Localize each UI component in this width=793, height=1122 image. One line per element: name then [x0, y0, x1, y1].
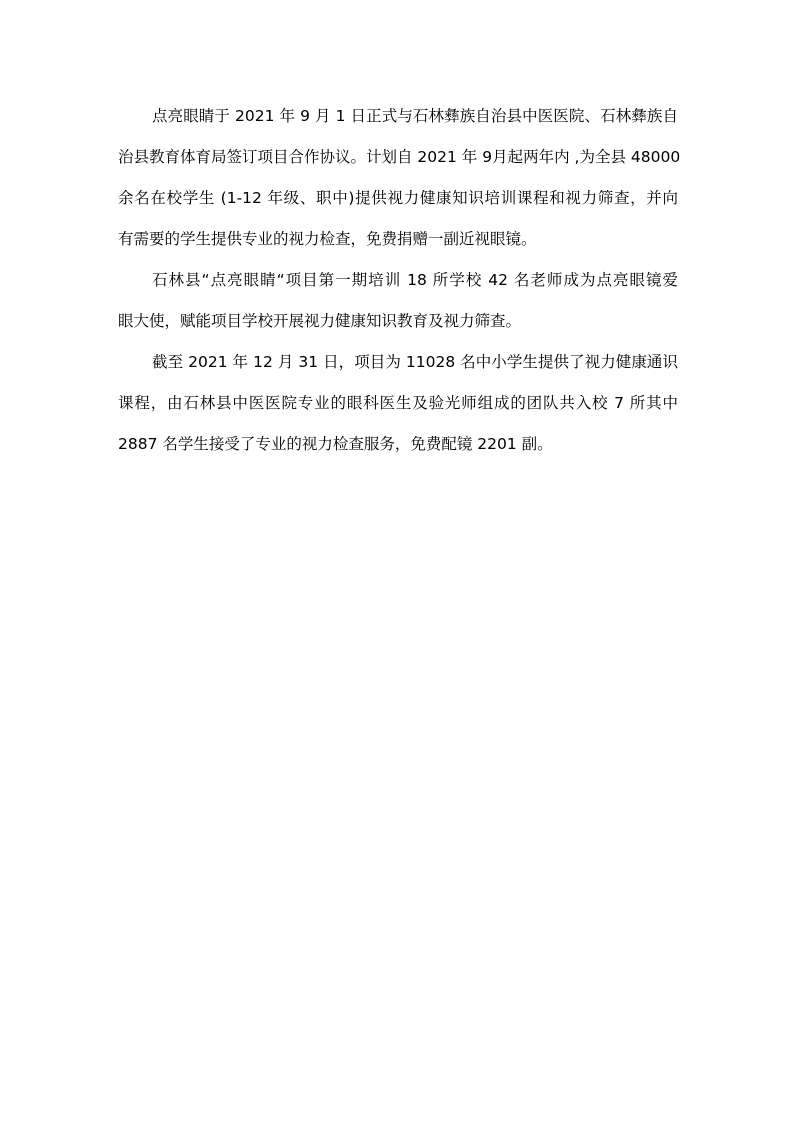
text-line: 课程，由石林县中医医院专业的眼科医生及验光师组成的团队共入校 7 所其中	[118, 394, 678, 412]
text-line: 石林县“点亮眼睛“项目第一期培训 18 所学校 42 名老师成为点亮眼镜爱	[152, 271, 678, 289]
text-line: 余名在校学生 (1-12 年级、职中)提供视力健康知识培训课程和视力筛查，并向	[118, 189, 678, 207]
text-line: 治县教育体育局签订项目合作协议。计划自 2021 年 9月起两年内 ,为全县 48000	[118, 148, 681, 166]
text-line: 眼大使，赋能项目学校开展视力健康知识教育及视力筛查。	[118, 312, 522, 330]
paragraph-1	[118, 100, 681, 264]
text-line: 截至 2021 年 12 月 31 日，项目为 11028 名中小学生提供了视力健康通识	[152, 353, 678, 371]
paragraph-2	[118, 264, 678, 346]
text-line: 点亮眼睛于 2021 年 9 月 1 日正式与石林彝族自治县中医医院、石林彝族自	[152, 107, 678, 125]
text-line: 有需要的学生提供专业的视力检查，免费捐赠一副近视眼镜。	[118, 230, 537, 248]
paragraph-3	[118, 346, 678, 469]
document-body	[118, 100, 681, 469]
text-line: 2887 名学生接受了专业的视力检查服务，免费配镜 2201 副。	[118, 435, 553, 453]
